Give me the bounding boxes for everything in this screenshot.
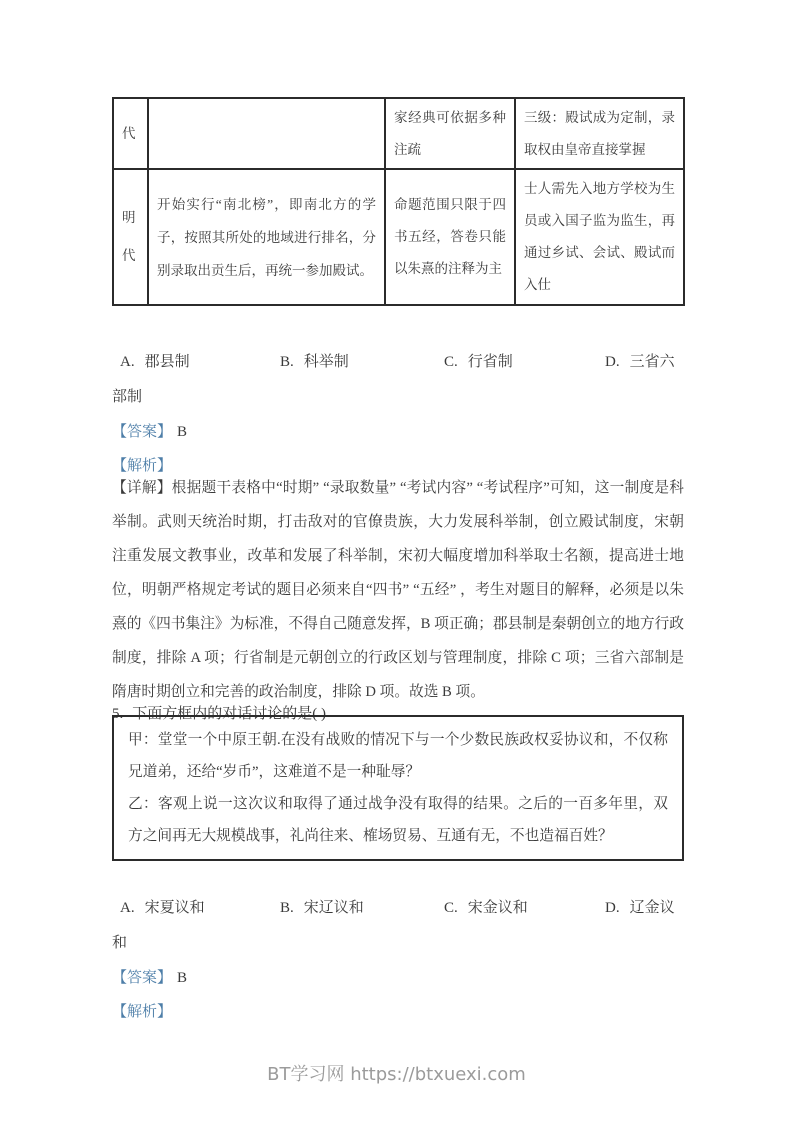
question5-option-d-wrap: 和 <box>112 935 128 951</box>
table-cell-exam-content: 家经典可依据多种注疏 <box>385 98 515 169</box>
option-d-text: 辽金议 <box>629 900 675 916</box>
option-b-label: B. <box>280 900 294 916</box>
table-cell-policy <box>148 98 385 169</box>
option-a-text: 郡县制 <box>144 354 190 370</box>
option-d <box>605 345 675 379</box>
option-c-label: C. <box>444 900 458 916</box>
question4-option-d-wrap: 部制 <box>112 389 143 405</box>
option-b-text: 宋辽议和 <box>303 900 364 916</box>
exam-system-table <box>112 97 685 306</box>
option-a-text: 宋夏议和 <box>144 900 205 916</box>
table-cell-period: 代 <box>113 98 148 169</box>
option-c <box>444 345 605 379</box>
table-cell-exam-content: 命题范围只限于四书五经，答卷只能以朱熹的注释为主 <box>385 169 515 305</box>
option-b <box>280 891 444 925</box>
table-cell-exam-procedure: 士人需先入地方学校为生员或入国子监为监生，再通过乡试、会试、殿试而入仕 <box>515 169 684 305</box>
question4-detail-paragraph: 【详解】根据题干表格中“时期” “录取数量” “考试内容” “考试程序”可知，这一制度是科举制。武则天统治时期，打击敌对的官僚贵族，大力发展科举制，创立殿试制度，宋朝注重发展文教事业，改革和发展了科举制，宋初大幅度增加科举取士名额，提高进士地位，明朝严格规定考试的题目必须来自“四书” “五经” ，考生对题目的解释，必须是以朱熹的《四书集注》为标准，不得自己随意发挥，B 项正确；郡县制是秦朝创立的地方行政制度，排除 A 项；行省制是元朝创立的行政区划与管理制度，排除 C 项；三省六部制是隋唐时期创立和完善的政治制度，排除 D 项。故选 B 项。 <box>112 480 684 700</box>
analysis-label: 【解析】 <box>112 458 173 474</box>
question5-analysis <box>112 995 684 1029</box>
question5-dialog-box <box>112 715 684 861</box>
question4-answer <box>112 415 684 449</box>
option-c-text: 宋金议和 <box>467 900 528 916</box>
answer-value: B <box>177 970 188 986</box>
option-d-label: D. <box>605 354 620 370</box>
option-d <box>605 891 675 925</box>
table-cell-exam-procedure: 三级：殿试成为定制，录取权由皇帝直接掌握 <box>515 98 684 169</box>
option-a <box>120 345 280 379</box>
option-b-label: B. <box>280 354 294 370</box>
question5-answer <box>112 961 684 995</box>
analysis-label: 【解析】 <box>112 1004 173 1020</box>
option-a <box>120 891 280 925</box>
option-d-label: D. <box>605 900 620 916</box>
question4-options <box>112 345 684 379</box>
table-cell-period: 明代 <box>113 169 148 305</box>
answer-value: B <box>177 424 188 440</box>
option-c-label: C. <box>444 354 458 370</box>
option-b <box>280 345 444 379</box>
table-cell-policy: 开始实行“南北榜”，即南北方的学子，按照其所处的地域进行排名，分别录取出贡生后，再统一参加殿试。 <box>148 169 385 305</box>
table-row-previous-dynasty <box>113 98 684 169</box>
site-watermark: BT学习网 https://btxuexi.com <box>267 1064 526 1085</box>
answer-label: 【答案】 <box>112 970 173 986</box>
option-a-label: A. <box>120 354 135 370</box>
table-row-ming-dynasty <box>113 169 684 305</box>
option-c-text: 行省制 <box>467 354 513 370</box>
option-b-text: 科举制 <box>303 354 349 370</box>
question5-text: 下面方框内的对话讨论的是( ) <box>132 706 326 722</box>
question5-number: 5. <box>112 706 124 722</box>
dialog-speaker-jia: 甲：堂堂一个中原王朝.在没有战败的情况下与一个少数民族政权妥协议和，不仅称兄道弟，还给“岁币”，这难道不是一种耻辱？ <box>128 732 668 780</box>
option-a-label: A. <box>120 900 135 916</box>
question5-options <box>112 891 684 925</box>
answer-label: 【答案】 <box>112 424 173 440</box>
option-d-text: 三省六 <box>629 354 675 370</box>
option-c <box>444 891 605 925</box>
dialog-speaker-yi: 乙：客观上说一这次议和取得了通过战争没有取得的结果。之后的一百多年里，双方之间再无大规模战事，礼尚往来、榷场贸易、互通有无，不也造福百姓？ <box>128 796 668 844</box>
